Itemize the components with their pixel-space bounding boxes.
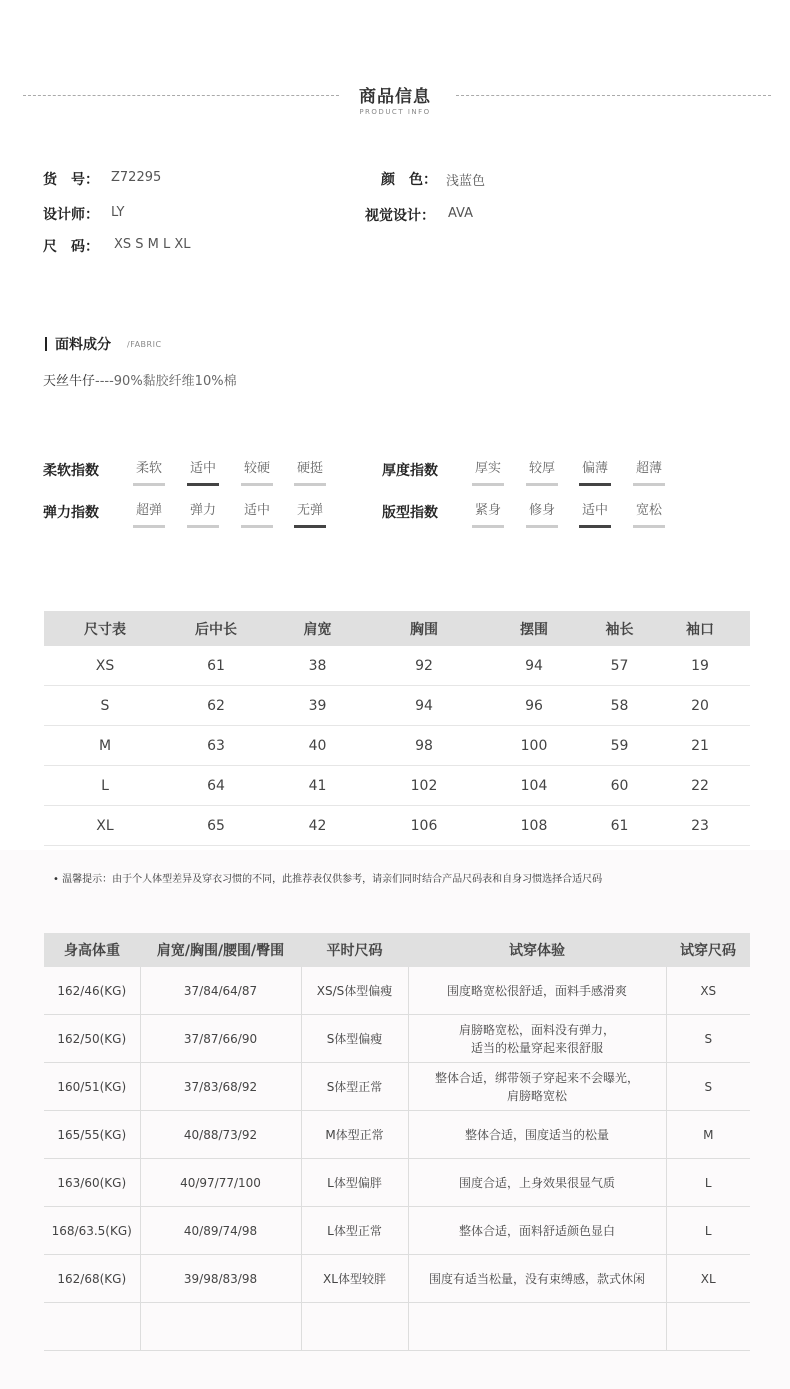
table-cell: 92 <box>369 646 479 686</box>
designer-value: LY <box>111 205 125 220</box>
color-label: 颜 色： <box>381 172 437 188</box>
table-cell <box>140 1303 301 1351</box>
header-cell: 后中长 <box>166 611 266 646</box>
table-cell: XL体型较胖 <box>301 1255 408 1303</box>
table-cell: 38 <box>266 646 369 686</box>
try-table-row <box>44 1159 750 1207</box>
size-table-row <box>44 646 750 686</box>
table-cell: 65 <box>166 806 266 846</box>
table-cell: L体型偏胖 <box>301 1159 408 1207</box>
header-cell: 尺寸表 <box>44 611 166 646</box>
table-cell: S体型正常 <box>301 1063 408 1111</box>
table-cell: 163/60(KG) <box>44 1159 140 1207</box>
table-cell: 21 <box>650 726 750 766</box>
page-title: 商品信息 <box>359 87 431 107</box>
table-cell: 162/50(KG) <box>44 1015 140 1063</box>
table-cell: 98 <box>369 726 479 766</box>
table-cell: L <box>666 1207 750 1255</box>
table-cell: 59 <box>589 726 650 766</box>
try-table-row <box>44 1015 750 1063</box>
elasticity-option: 适中 <box>241 502 273 522</box>
size-value: XS S M L XL <box>114 237 191 252</box>
fabric-section-title: 面料成分 <box>55 337 111 353</box>
table-cell: 40 <box>266 726 369 766</box>
try-table-row <box>44 967 750 1015</box>
table-cell: 64 <box>166 766 266 806</box>
sku-label: 货 号： <box>43 172 99 188</box>
thickness-option: 较厚 <box>526 460 558 480</box>
fabric-composition <box>43 370 237 389</box>
table-cell: 围度合适，上身效果很显气质 <box>408 1159 666 1207</box>
table-cell: 整体合适，绑带领子穿起来不会曝光， 肩膀略宽松 <box>408 1063 666 1111</box>
softness-index-label: 柔软指数 <box>43 463 99 479</box>
table-cell: 102 <box>369 766 479 806</box>
table-cell: 40/88/73/92 <box>140 1111 301 1159</box>
table-cell: 37/84/64/87 <box>140 967 301 1015</box>
fit-index-label: 版型指数 <box>382 505 438 521</box>
fabric-section-marker <box>45 337 47 351</box>
table-cell: 围度有适当松量，没有束缚感，款式休闲 <box>408 1255 666 1303</box>
table-cell: L <box>666 1159 750 1207</box>
thickness-option: 厚实 <box>472 460 504 480</box>
table-cell: 94 <box>369 686 479 726</box>
size-label: 尺 码： <box>43 239 99 255</box>
fit-option: 修身 <box>526 502 558 522</box>
try-on-table <box>44 933 750 1351</box>
table-cell: 22 <box>650 766 750 806</box>
table-cell <box>666 1303 750 1351</box>
try-table-row <box>44 1063 750 1111</box>
table-cell: XS <box>44 646 166 686</box>
size-table-row <box>44 806 750 846</box>
elasticity-index-label: 弹力指数 <box>43 505 99 521</box>
thickness-option: 超薄 <box>633 460 665 480</box>
size-table-row <box>44 686 750 726</box>
designer-label: 设计师： <box>43 207 99 223</box>
softness-option: 柔软 <box>133 460 165 480</box>
header-cell: 试穿体验 <box>408 933 666 967</box>
table-cell: 39 <box>266 686 369 726</box>
table-cell <box>44 1303 140 1351</box>
elasticity-option: 超弹 <box>133 502 165 522</box>
table-cell: 42 <box>266 806 369 846</box>
visual-design-label: 视觉设计： <box>365 208 435 224</box>
table-cell: 整体合适，围度适当的松量 <box>408 1111 666 1159</box>
page-subtitle: PRODUCT INFO <box>359 108 431 116</box>
table-cell: L <box>44 766 166 806</box>
table-cell: 96 <box>479 686 589 726</box>
sku-value: Z72295 <box>111 170 162 185</box>
try-table-row <box>44 1255 750 1303</box>
fabric-name: 天丝牛仔 <box>43 374 96 389</box>
table-cell: M <box>44 726 166 766</box>
size-note: • 温馨提示：由于个人体型差异及穿衣习惯的不同，此推荐表仅供参考，请亲们同时结合产品尺码表和自身习惯选择合适尺码 <box>53 874 603 885</box>
table-cell: 62 <box>166 686 266 726</box>
table-cell: XL <box>666 1255 750 1303</box>
table-cell: 162/46(KG) <box>44 967 140 1015</box>
size-table-header <box>44 611 750 646</box>
size-chart-table <box>44 611 750 846</box>
thickness-option-selected: 偏薄 <box>579 460 611 480</box>
size-table-row <box>44 726 750 766</box>
header-cell: 袖长 <box>589 611 650 646</box>
size-table-row <box>44 766 750 806</box>
table-cell: 61 <box>166 646 266 686</box>
thickness-index-label: 厚度指数 <box>382 463 438 479</box>
table-cell: 58 <box>589 686 650 726</box>
visual-design-value: AVA <box>448 206 474 221</box>
table-cell: 23 <box>650 806 750 846</box>
table-cell: 100 <box>479 726 589 766</box>
softness-option: 较硬 <box>241 460 273 480</box>
table-cell: 162/68(KG) <box>44 1255 140 1303</box>
table-cell <box>408 1303 666 1351</box>
table-cell: M <box>666 1111 750 1159</box>
table-cell: 160/51(KG) <box>44 1063 140 1111</box>
fabric-detail: ----90%黏胶纤维10%棉 <box>95 374 237 389</box>
table-cell: 40/89/74/98 <box>140 1207 301 1255</box>
fit-option: 宽松 <box>633 502 665 522</box>
elasticity-option: 弹力 <box>187 502 219 522</box>
softness-option: 硬挺 <box>294 460 326 480</box>
fit-option: 紧身 <box>472 502 504 522</box>
table-cell: 37/87/66/90 <box>140 1015 301 1063</box>
table-cell: S <box>44 686 166 726</box>
table-cell: 20 <box>650 686 750 726</box>
table-cell: 94 <box>479 646 589 686</box>
header-cell: 肩宽/胸围/腰围/臀围 <box>140 933 301 967</box>
table-cell: 104 <box>479 766 589 806</box>
table-cell: 肩膀略宽松，面料没有弹力， 适当的松量穿起来很舒服 <box>408 1015 666 1063</box>
fabric-section-subtitle: /FABRIC <box>127 340 162 349</box>
table-cell: 61 <box>589 806 650 846</box>
header-cell: 摆围 <box>479 611 589 646</box>
table-cell: 165/55(KG) <box>44 1111 140 1159</box>
table-cell: S体型偏瘦 <box>301 1015 408 1063</box>
table-cell: 19 <box>650 646 750 686</box>
table-cell: 40/97/77/100 <box>140 1159 301 1207</box>
table-cell: 63 <box>166 726 266 766</box>
table-cell: 60 <box>589 766 650 806</box>
table-cell: XS/S体型偏瘦 <box>301 967 408 1015</box>
table-cell: L体型正常 <box>301 1207 408 1255</box>
header-cell: 胸围 <box>369 611 479 646</box>
table-cell: S <box>666 1015 750 1063</box>
elasticity-option-selected: 无弹 <box>294 502 326 522</box>
table-cell: 168/63.5(KG) <box>44 1207 140 1255</box>
table-cell: 57 <box>589 646 650 686</box>
try-table-row <box>44 1207 750 1255</box>
header-cell: 肩宽 <box>266 611 369 646</box>
try-table-row <box>44 1303 750 1351</box>
softness-option-selected: 适中 <box>187 460 219 480</box>
table-cell: 39/98/83/98 <box>140 1255 301 1303</box>
table-cell: 106 <box>369 806 479 846</box>
table-cell: 37/83/68/92 <box>140 1063 301 1111</box>
try-table-header <box>44 933 750 967</box>
table-cell: XL <box>44 806 166 846</box>
table-cell: XS <box>666 967 750 1015</box>
table-cell: 41 <box>266 766 369 806</box>
table-cell: M体型正常 <box>301 1111 408 1159</box>
table-cell: 围度略宽松很舒适，面料手感滑爽 <box>408 967 666 1015</box>
fit-option-selected: 适中 <box>579 502 611 522</box>
table-cell: S <box>666 1063 750 1111</box>
header-cell: 平时尺码 <box>301 933 408 967</box>
table-cell: 108 <box>479 806 589 846</box>
table-cell <box>301 1303 408 1351</box>
header-cell: 身高体重 <box>44 933 140 967</box>
table-cell: 整体合适，面料舒适颜色显白 <box>408 1207 666 1255</box>
color-value: 浅蓝色 <box>446 174 486 189</box>
try-table-row <box>44 1111 750 1159</box>
header-cell: 袖口 <box>650 611 750 646</box>
header-cell: 试穿尺码 <box>666 933 750 967</box>
